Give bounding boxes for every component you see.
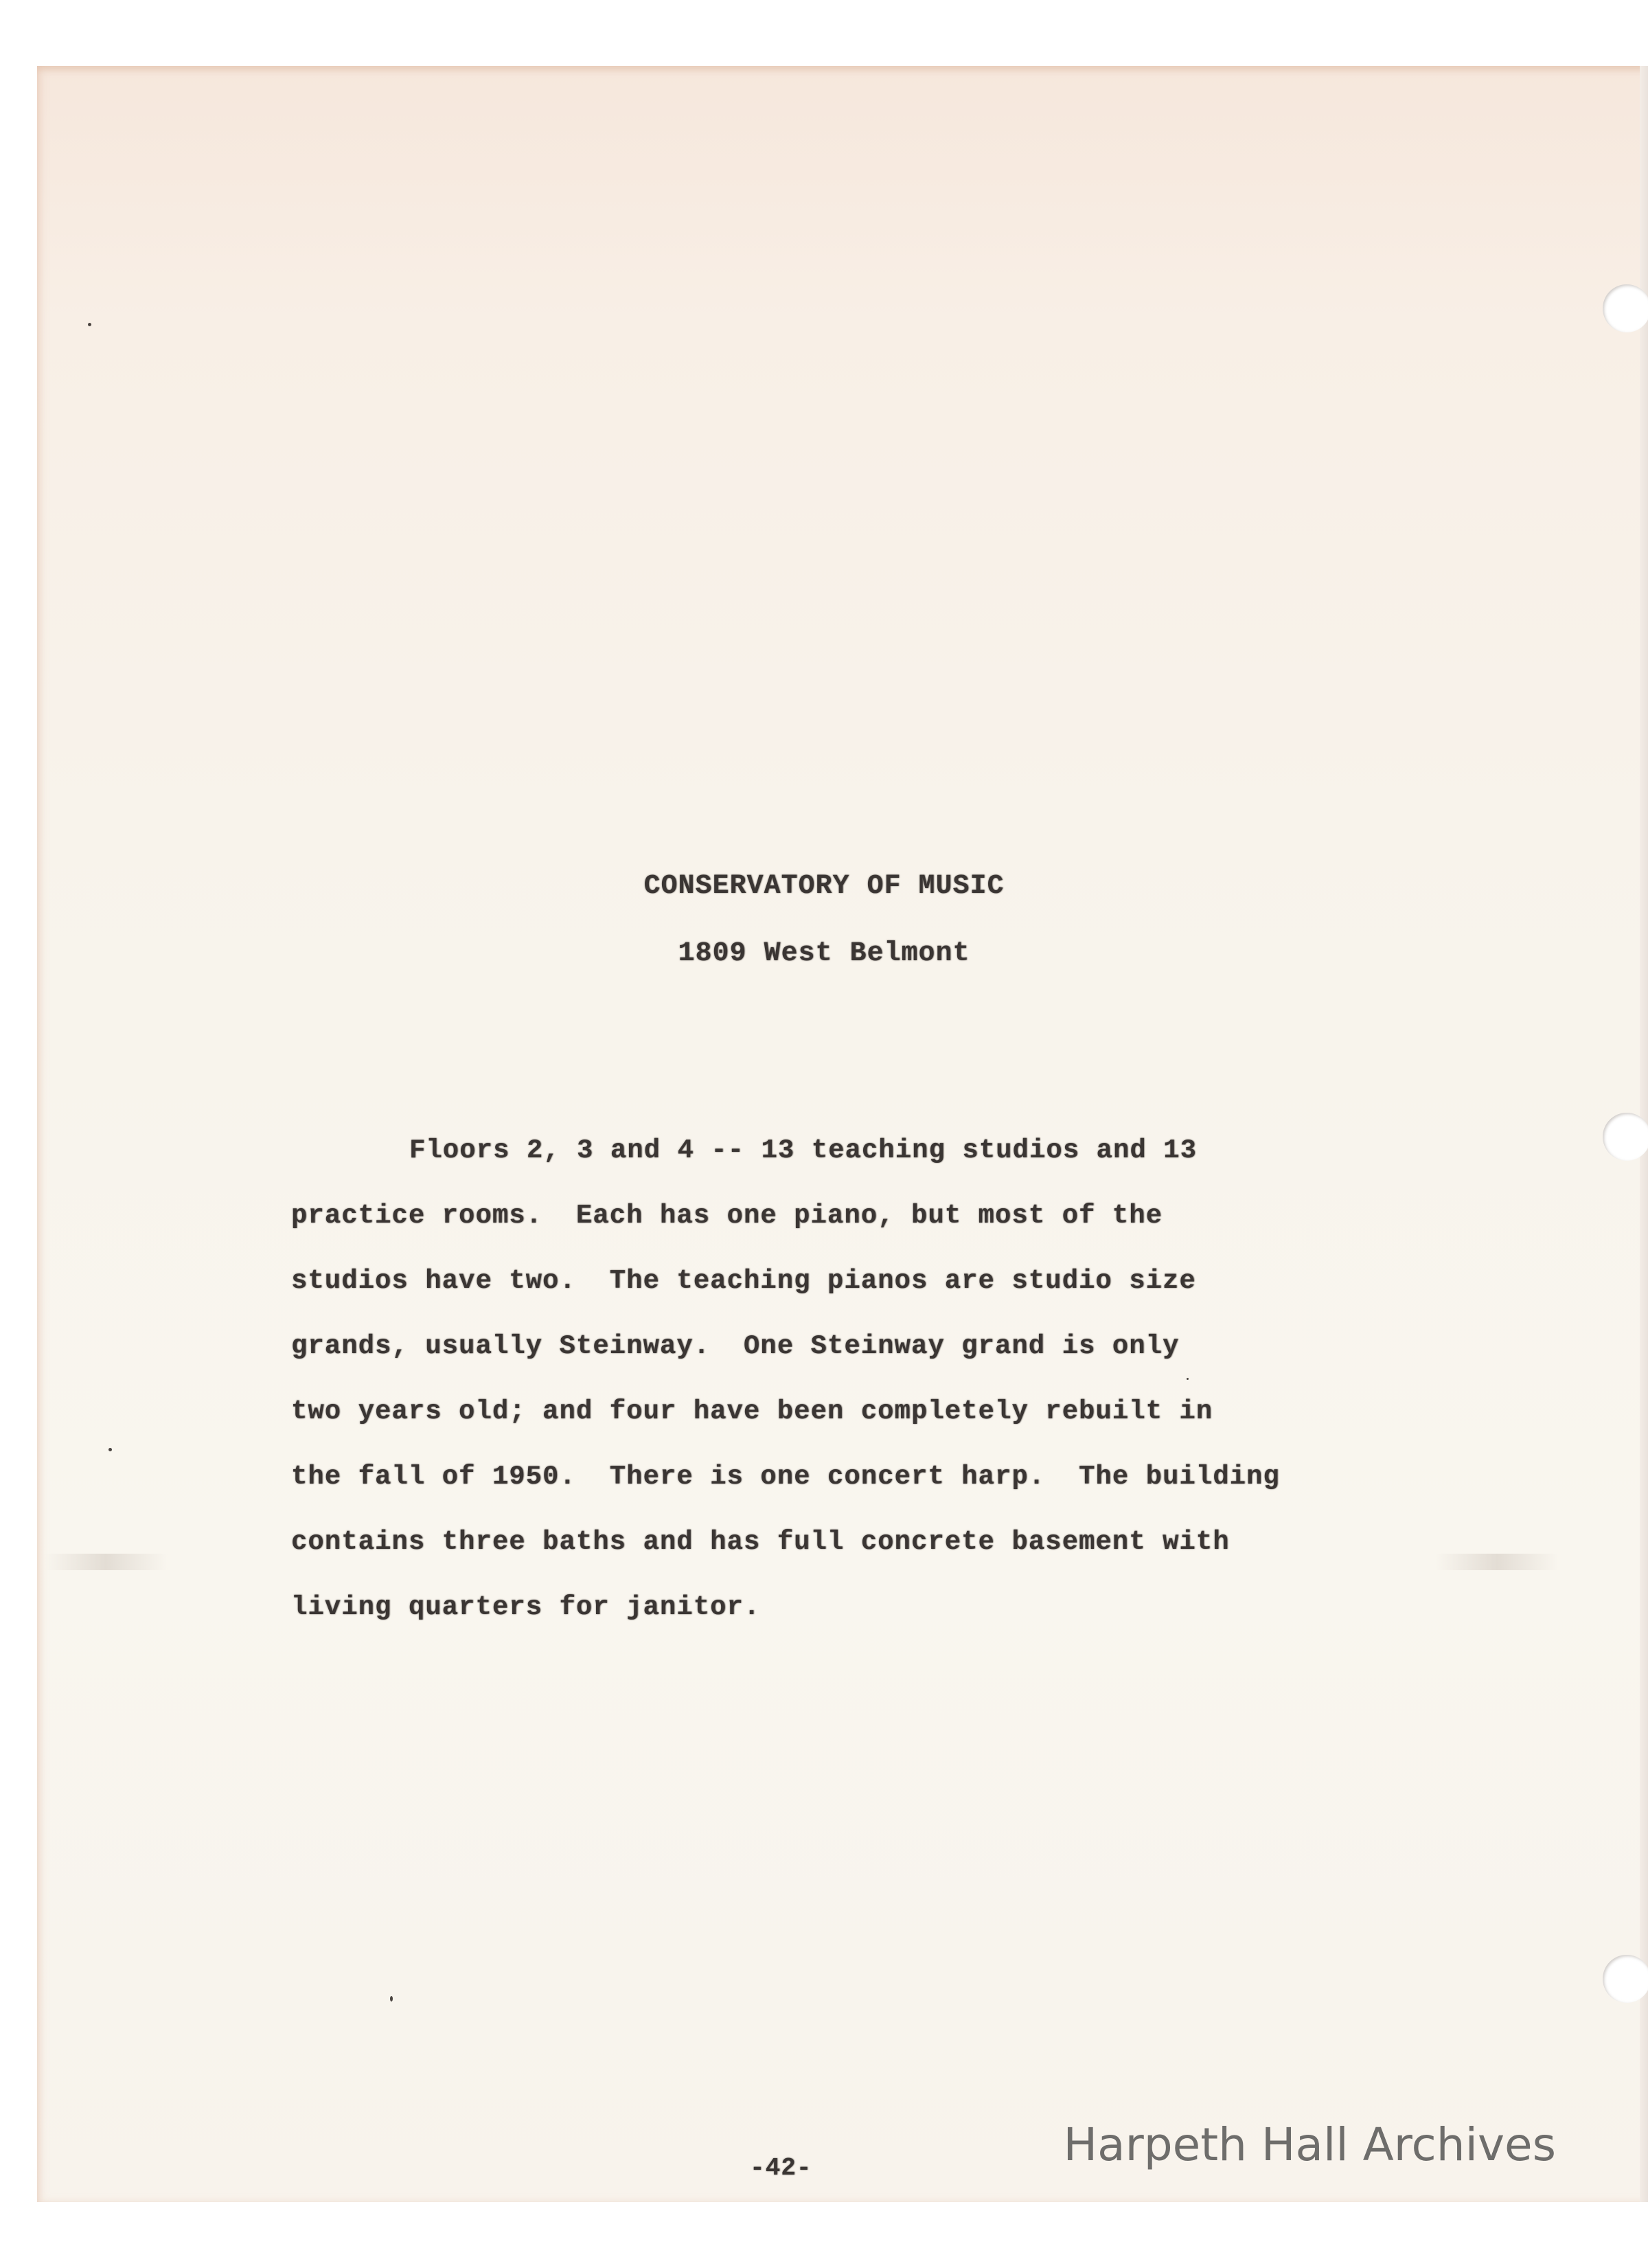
punch-hole-middle: [1603, 1113, 1648, 1161]
body-line: living quarters for janitor.: [291, 1592, 761, 1622]
page-number: -42-: [750, 2154, 812, 2182]
body-line: grands, usually Steinway. One Steinway grand is only: [291, 1331, 1180, 1361]
punch-hole-top: [1603, 284, 1648, 332]
document-title: CONSERVATORY OF MUSIC: [643, 871, 1005, 902]
body-line: contains three baths and has full concrete basement with: [291, 1527, 1230, 1557]
archive-watermark: Harpeth Hall Archives: [1063, 2118, 1556, 2171]
body-line: the fall of 1950. There is one concert harp. The building: [291, 1462, 1280, 1492]
punch-hole-bottom: [1603, 1955, 1648, 2003]
smudge-left: [44, 1554, 168, 1570]
ink-speck: [390, 1996, 393, 2001]
ink-speck: [108, 1448, 112, 1451]
body-line: Floors 2, 3 and 4 -- 13 teaching studios and 13: [409, 1135, 1197, 1166]
body-line: studios have two. The teaching pianos are studio size: [291, 1266, 1196, 1296]
body-line: two years old; and four have been completely rebuilt in: [291, 1396, 1213, 1427]
document-address: 1809 West Belmont: [678, 938, 970, 969]
body-line: practice rooms. Each has one piano, but most of the: [291, 1201, 1163, 1231]
ink-speck: [88, 323, 91, 326]
body-paragraph: [291, 1133, 1500, 1655]
